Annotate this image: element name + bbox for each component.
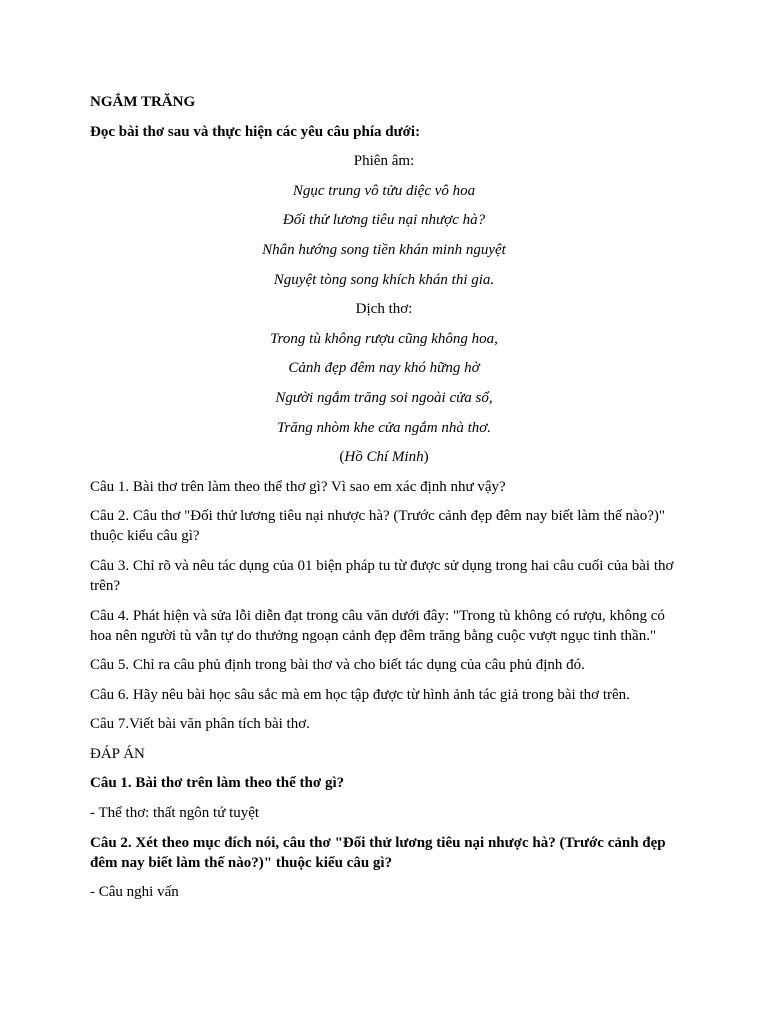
- poem-line: Ngục trung vô tửu diệc vô hoa: [292, 182, 476, 199]
- answer-2-question: Câu 2. Xét theo mục đích nói, câu thơ "Đối thử lương tiêu nại nhược hà? (Trước cảnh đẹp đêm nay biết làm thế nào?)" thuộc kiểu câu gì?: [90, 834, 666, 871]
- answers-heading: ĐÁP ÁN: [90, 745, 145, 762]
- question-7: Câu 7.Viết bài văn phân tích bài thơ.: [90, 716, 310, 733]
- author-name: Hồ Chí Minh: [344, 449, 424, 466]
- dich-tho-label: Dịch thơ:: [355, 301, 413, 318]
- translation-line: Trong tù không rượu cũng không hoa,: [270, 330, 498, 347]
- poem-author: [90, 447, 678, 467]
- document-title: NGẮM TRĂNG: [90, 94, 196, 110]
- translation-line: Trăng nhòm khe cửa ngắm nhà thơ.: [276, 419, 492, 436]
- author-paren-open: (: [339, 449, 345, 466]
- question-4: Câu 4. Phát hiện và sửa lỗi diễn đạt trong câu văn dưới đây: "Trong tù không có rượu, không có hoa nên người tù vẫn tự do thưởng ngoạn cảnh đẹp đêm trăng bằng cuộc vượt ngục tinh thần.": [90, 607, 665, 644]
- translation-line: Cảnh đẹp đêm nay khó hững hờ: [288, 360, 480, 377]
- poem-line: Nhân hướng song tiền khán minh nguyệt: [262, 241, 506, 258]
- author-paren-close: ): [423, 449, 429, 466]
- question-5: Câu 5. Chỉ ra câu phủ định trong bài thơ và cho biết tác dụng của câu phủ định đó.: [90, 657, 585, 674]
- question-6: Câu 6. Hãy nêu bài học sâu sắc mà em học tập được từ hình ảnh tác giả trong bài thơ trên.: [90, 686, 630, 703]
- answer-1-question: Câu 1. Bài thơ trên làm theo thể thơ gì?: [90, 775, 345, 792]
- question-2: Câu 2. Câu thơ "Đối thử lương tiêu nại nhược hà? (Trước cảnh đẹp đêm nay biết làm thế nào?)" thuộc kiểu câu gì?: [90, 508, 665, 545]
- question-3: Câu 3. Chỉ rõ và nêu tác dụng của 01 biện pháp tu từ được sử dụng trong hai câu cuối của bài thơ trên?: [90, 557, 674, 594]
- answer-2-text: - Câu nghi vấn: [90, 884, 179, 901]
- instruction-text: Đọc bài thơ sau và thực hiện các yêu câu phía dưới:: [90, 123, 421, 140]
- phien-am-label: Phiên âm:: [353, 153, 415, 170]
- poem-line: Đối thử lương tiêu nại nhược hà?: [282, 212, 486, 229]
- translation-line: Người ngắm trăng soi ngoài cửa sổ,: [275, 389, 493, 406]
- answer-1-text: - Thể thơ: thất ngôn tứ tuyệt: [90, 805, 260, 822]
- question-1: Câu 1. Bài thơ trên làm theo thể thơ gì? Vì sao em xác định như vậy?: [90, 478, 506, 495]
- poem-line: Nguyệt tòng song khích khán thi gia.: [273, 271, 495, 288]
